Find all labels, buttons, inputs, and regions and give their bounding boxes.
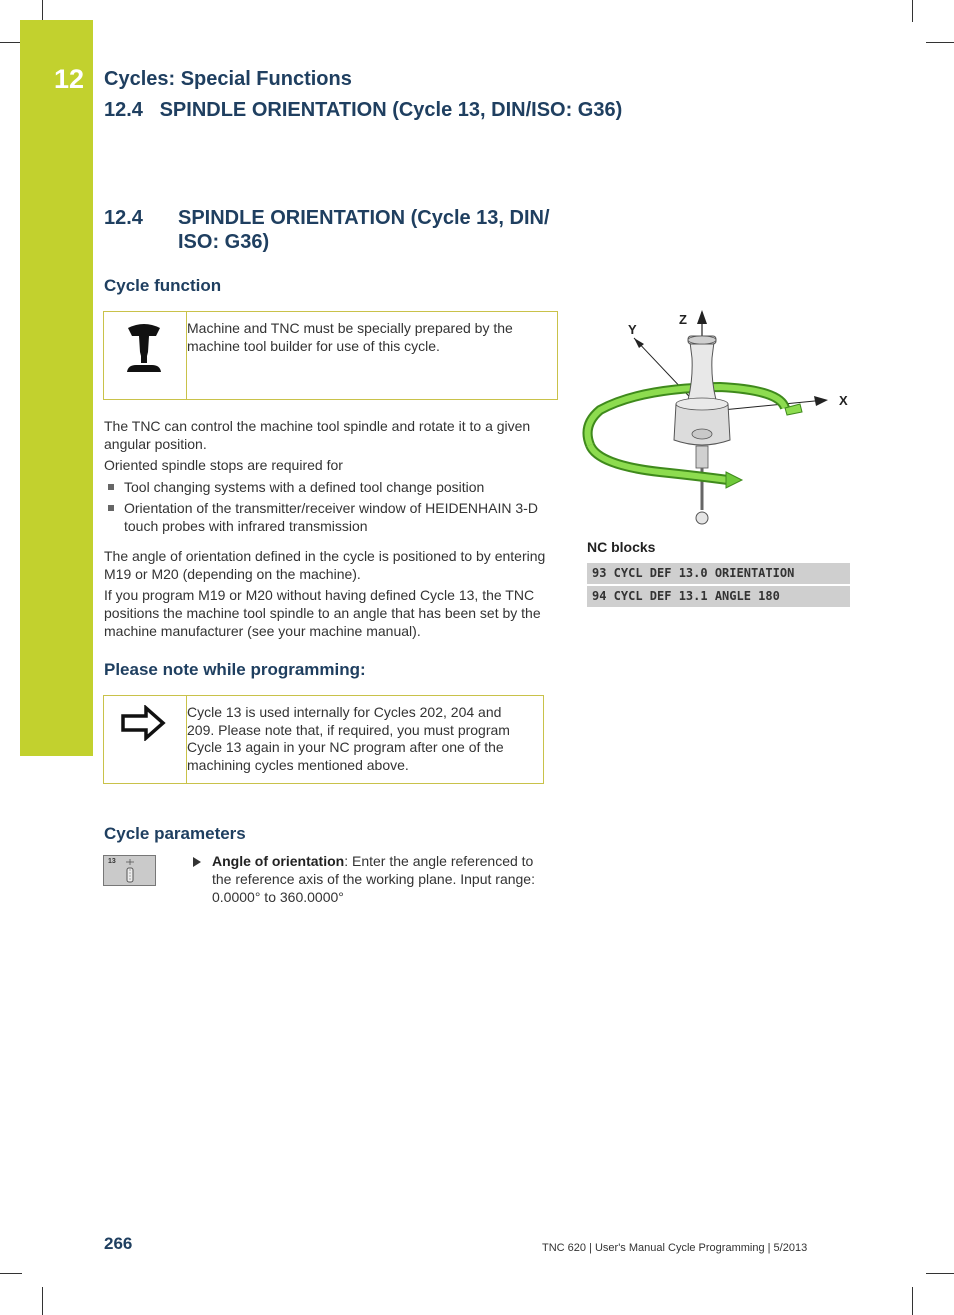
axis-label-y: Y	[628, 322, 637, 337]
chapter-sidebar	[20, 20, 93, 756]
crop-mark	[926, 42, 954, 43]
bullet-icon	[108, 505, 114, 511]
cycle-13-softkey-icon	[103, 855, 156, 886]
axis-label-z: Z	[679, 312, 687, 327]
crop-mark	[926, 1273, 954, 1274]
crop-mark	[912, 0, 913, 22]
chapter-number: 12	[54, 64, 85, 94]
crop-mark	[42, 1287, 43, 1315]
crop-mark	[0, 42, 22, 43]
spindle-figure-svg	[580, 300, 850, 530]
list-item: Tool changing systems with a defined tool change position	[124, 479, 485, 495]
cycle-function-heading: Cycle function	[104, 276, 222, 295]
paragraph: If you program M19 or M20 without having defined Cycle 13, the TNC positions the machine tool spindle to an angle that has been set by the machine manufacturer (see your machine manual).	[104, 587, 541, 639]
programming-note-box	[103, 695, 544, 784]
section-header: 12.4 SPINDLE ORIENTATION (Cycle 13, DIN/ISO: G36)	[104, 99, 623, 121]
parameter-description	[212, 852, 542, 906]
programming-note-text: Cycle 13 is used internally for Cycles 202, 204 and 209. Please note that, if required, you must program Cycle 13 again in your NC program after one of the machining cycles mentioned above.	[187, 704, 510, 773]
footer-text: TNC 620 | User's Manual Cycle Programming | 5/2013	[542, 1242, 808, 1254]
programming-note-heading: Please note while programming:	[104, 660, 366, 679]
cycle-parameters-heading: Cycle parameters	[104, 824, 246, 843]
section-title	[104, 206, 564, 258]
crop-mark	[0, 1273, 22, 1274]
paragraph: The angle of orientation defined in the cycle is positioned to by entering M19 or M20 (depending on the machine).	[104, 548, 546, 582]
nc-block-row: 94 CYCL DEF 13.1 ANGLE 180	[587, 586, 850, 607]
parameter-text: : Enter the angle referenced to the reference axis of the working plane. Input range: 0.0000° to 360.0000°	[212, 853, 535, 905]
section-number: 12.4	[104, 207, 143, 229]
crop-mark	[912, 1287, 913, 1315]
chapter-title: Cycles: Special Functions	[104, 68, 352, 90]
bullet-icon	[108, 484, 114, 490]
nc-blocks-label: NC blocks	[587, 539, 656, 555]
triangle-bullet-icon	[193, 857, 201, 867]
paragraph: Oriented spindle stops are required for	[104, 457, 343, 473]
page-number: 266	[104, 1234, 133, 1253]
crop-mark	[42, 0, 43, 22]
arrow-right-icon	[120, 705, 168, 741]
parameter-name: Angle of orientation	[212, 853, 345, 869]
machine-note-text: Machine and TNC must be specially prepared by the machine tool builder for use of this cycle.	[187, 320, 513, 354]
spindle-orientation-figure	[580, 300, 850, 530]
machine-note-box	[103, 311, 558, 400]
softkey-label: 13	[108, 858, 116, 865]
machine-icon	[124, 322, 164, 378]
list-item: Orientation of the transmitter/receiver window of HEIDENHAIN 3-D touch probes with infrared transmission	[124, 500, 538, 534]
section-title-text: SPINDLE ORIENTATION (Cycle 13, DIN/ ISO: G36)	[178, 207, 550, 253]
axis-label-x: X	[839, 393, 848, 408]
paragraph: The TNC can control the machine tool spindle and rotate it to a given angular position.	[104, 418, 531, 452]
nc-block-row: 93 CYCL DEF 13.0 ORIENTATION	[587, 563, 850, 584]
